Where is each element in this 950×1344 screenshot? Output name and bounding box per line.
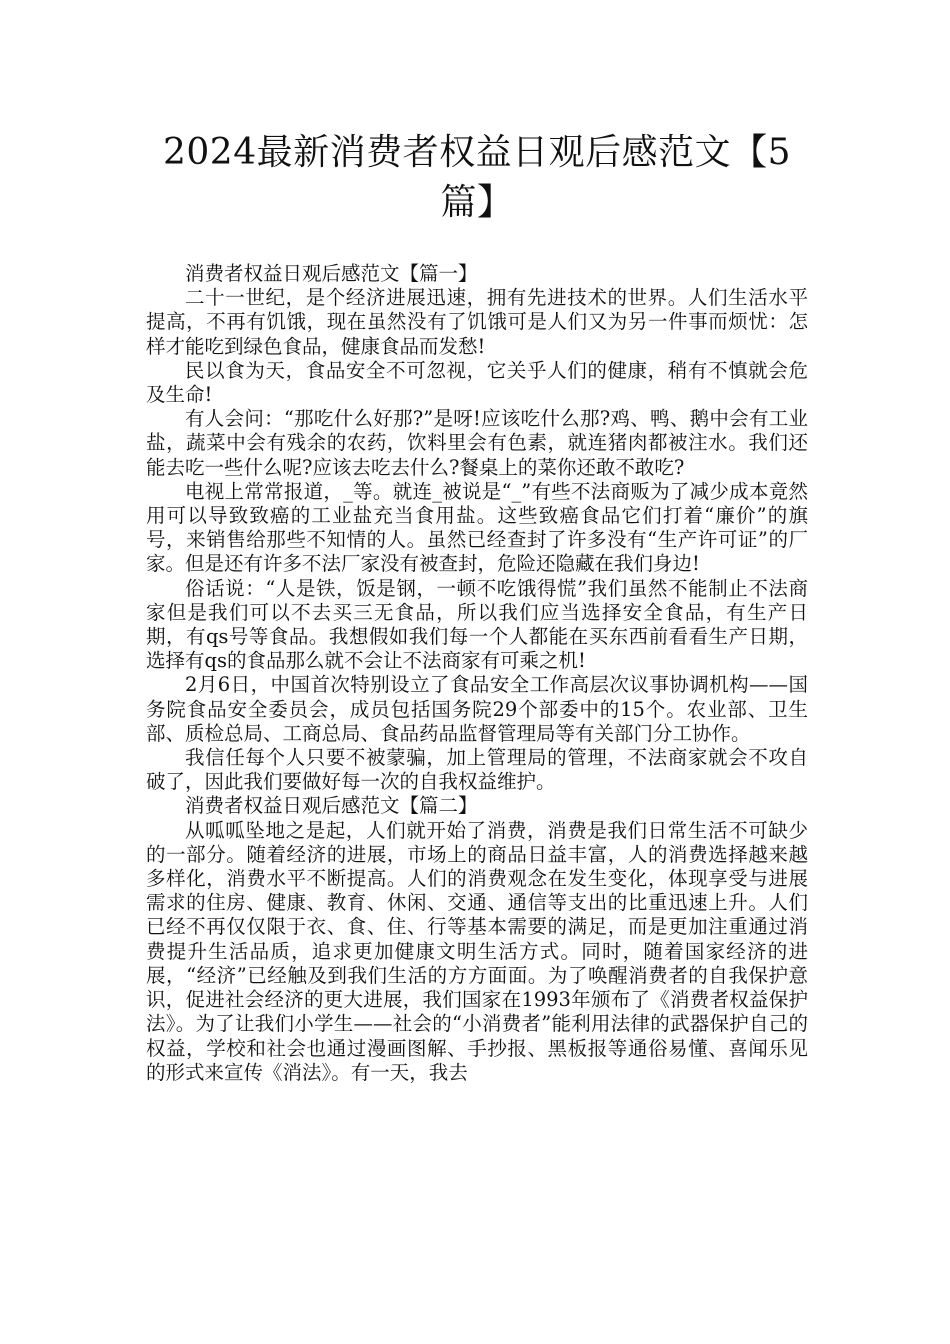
paragraph: 电视上常常报道，_等。就连_被说是“_”有些不法商贩为了减少成本竟然用可以导致致癌的工业盐充当食用盐。这些致癌食品它们打着“廉价”的旗号，来销售给那些不知情的人。虽然已经查封了许多没有“生产许可证”的厂家。但是还有许多不法厂家没有被查封，危险还隐藏在我们身边! [146, 479, 808, 576]
section-heading: 消费者权益日观后感范文【篇一】 [185, 262, 478, 285]
section-2 [146, 794, 808, 1084]
section-heading: 消费者权益日观后感范文【篇二】 [185, 794, 478, 818]
section-1 [146, 262, 808, 794]
document-title: 2024最新消费者权益日观后感范文【5篇】 [162, 132, 792, 223]
paragraph: 有人会问：“那吃什么好那?”是呀!应该吃什么那?鸡、鸭、鹅中会有工业盐，蔬菜中会有残余的农药，饮料里会有色素，就连猪肉都被注水。我们还能去吃一些什么呢?应该去吃去什么?餐桌上的菜你还敢不敢吃? [146, 407, 808, 479]
document-page [146, 128, 808, 1085]
paragraph: 民以食为天，食品安全不可忽视，它关乎人们的健康，稍有不慎就会危及生命! [146, 358, 808, 407]
paragraph: 从呱呱坠地之是起，人们就开始了消费，消费是我们日常生活不可缺少的一部分。随着经济的进展，市场上的商品日益丰富，人的消费选择越来越多样化，消费水平不断提高。人们的消费观念在发生变化，体现享受与进展需求的住房、健康、教育、休闲、交通、通信等支出的比重迅速上升。人们已经不再仅仅限于衣、食、住、行等基本需要的满足，而是更加注重通过消费提升生活品质，追求更加健康文明生活方式。同时，随着国家经济的进展，“经济”已经触及到我们生活的方方面面。为了唤醒消费者的自我保护意识，促进社会经济的更大进展，我们国家在1993年颁布了《消费者权益保护法》。为了让我们小学生——社会的“小消费者”能利用法律的武器保护自己的权益，学校和社会也通过漫画图解、手抄报、黑板报等通俗易懂、喜闻乐见的形式来宣传《消法》。有一天，我去 [146, 818, 808, 1084]
paragraph: 俗话说：“人是铁，饭是钢，一顿不吃饿得慌”我们虽然不能制止不法商家但是我们可以不去买三无食品，所以我们应当选择安全食品，有生产日期，有qs号等食品。我想假如我们每一个人都能在买东西前看看生产日期，选择有qs的食品那么就不会让不法商家有可乘之机! [146, 576, 808, 673]
paragraph: 我信任每个人只要不被蒙骗，加上管理局的管理，不法商家就会不攻自破了，因此我们要做好每一次的自我权益维护。 [146, 746, 808, 794]
paragraph: 二十一世纪，是个经济进展迅速，拥有先进技术的世界。人们生活水平提高，不再有饥饿，现在虽然没有了饥饿可是人们又为另一件事而烦忧：怎样才能吃到绿色食品，健康食品而发愁! [146, 286, 808, 358]
paragraph: 2月6日，中国首次特别设立了食品安全工作高层次议事协调机构——国务院食品安全委员会，成员包括国务院29个部委中的15个。农业部、卫生部、质检总局、工商总局、食品药品监督管理局等有关部门分工协作。 [146, 673, 808, 745]
